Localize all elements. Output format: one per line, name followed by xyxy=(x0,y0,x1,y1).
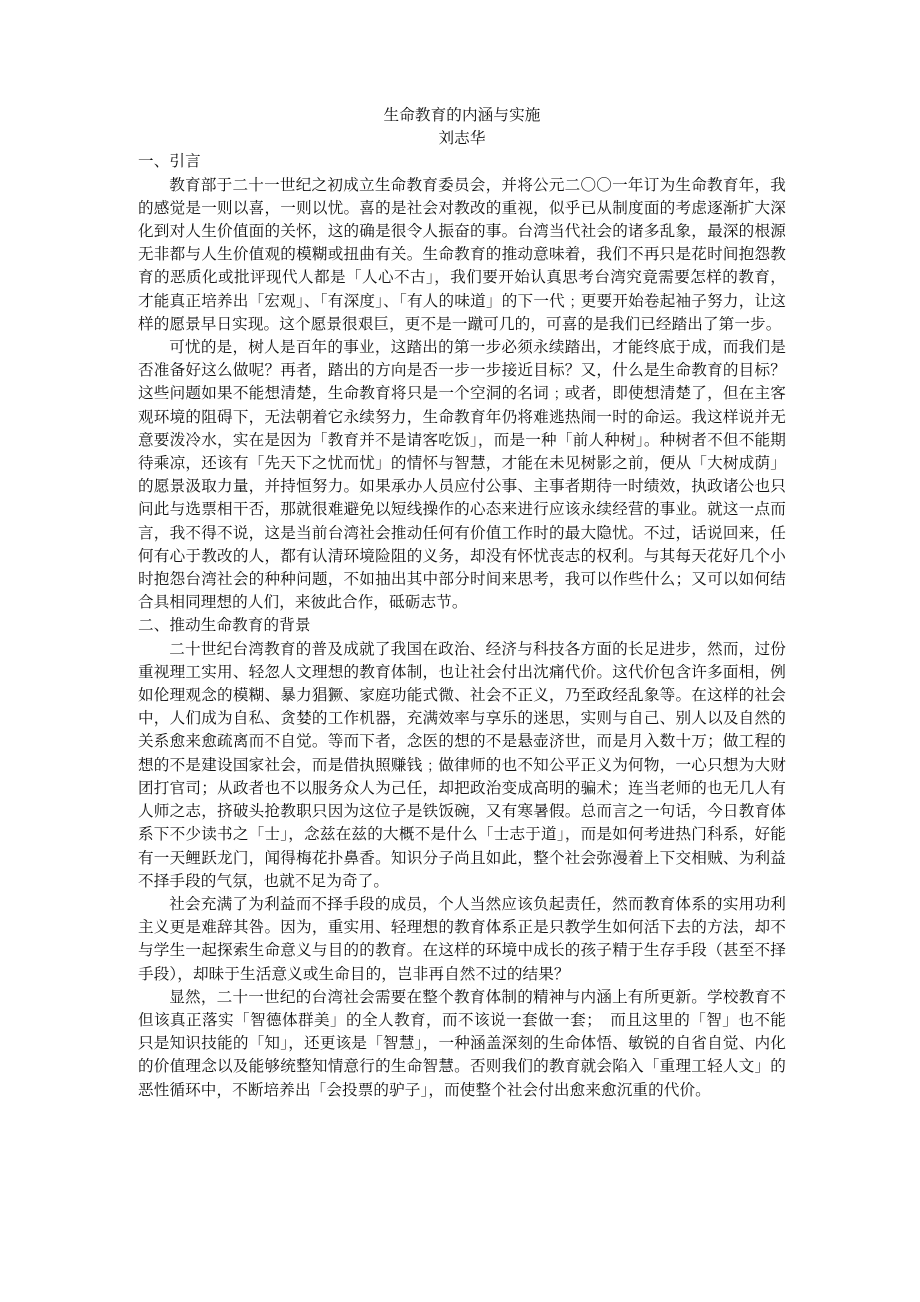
section-heading-introduction: 一、引言 xyxy=(138,152,201,171)
paragraph: 教育部于二十一世纪之初成立生命教育委员会，并将公元二〇〇一年订为生命教育年，我的感觉是一则以喜，一则以忧。喜的是社会对教改的重视，似乎已从制度面的考虑逐渐扩大深化到对人生价值面的关怀，这的确是很令人振奋的事。台湾当代社会的诸多乱象，最深的根源无非都与人生价值观的模糊或扭曲有关。生命教育的推动意味着，我们不再只是花时间抱怨教育的恶质化或批评现代人都是「人心不古」，我们要开始认真思考台湾究竟需要怎样的教育，才能真正培养出「宏观」、「有深度」、「有人的味道」的下一代﹔更要开始卷起袖子努力，让这样的愿景早日实现。这个愿景很艰巨，更不是一蹴可几的，可喜的是我们已经踏出了第一步。 xyxy=(138,175,786,333)
section-heading-background: 二、推动生命教育的背景 xyxy=(138,616,311,635)
document-author: 刘志华 xyxy=(438,129,486,148)
paragraph: 可忧的是，树人是百年的事业，这踏出的第一步必须永续踏出，才能终底于成，而我们是否准备好这么做呢？再者，踏出的方向是否一步一步接近目标？又，什么是生命教育的目标？这些问题如果不能想清楚，生命教育将只是一个空洞的名词﹔或者，即使想清楚了，但在主客观环境的阻碍下，无法朝着它永续努力，生命教育年仍将难逃热闹一时的命运。我这样说并无意要泼冷水，实在是因为「教育并不是请客吃饭」，而是一种「前人种树」。种树者不但不能期待乘凉，还该有「先天下之忧而忧」的情怀与智慧，才能在未见树影之前，便从「大树成荫」的愿景汲取力量，并持恒努力。如果承办人员应付公事、主事者期待一时绩效，执政诸公也只问此与选票相干否，那就很难避免以短线操作的心态来进行应该永续经营的事业。就这一点而言，我不得不说，这是当前台湾社会推动任何有价值工作时的最大隐忧。不过，话说回来，任何有心于教改的人，都有认清环境险阻的义务，却没有怀忧丧志的权利。与其每天花好几个小时抱怨台湾社会的种种问题，不如抽出其中部分时间来思考，我可以作些什么；又可以如何结合具相同理想的人们，来彼此合作，砥砺志节。 xyxy=(138,338,786,612)
document-page xyxy=(138,104,786,1102)
paragraph: 社会充满了为利益而不择手段的成员，个人当然应该负起责任，然而教育体系的实用功利主义更是难辞其咎。因为，重实用、轻理想的教育体系正是只教学生如何活下去的方法，却不与学生一起探索生命意义与目的的教育。在这样的环境中成长的孩子精于生存手段（甚至不择手段），却昧于生活意义或生命目的，岂非再自然不过的结果？ xyxy=(138,894,786,983)
paragraph: 二十世纪台湾教育的普及成就了我国在政治、经济与科技各方面的长足进步，然而，过份重视理工实用、轻忽人文理想的教育体制，也让社会付出沈痛代价。这代价包含许多面相，例如伦理观念的模糊、暴力猖獗、家庭功能式微、社会不正义，乃至政经乱象等。在这样的社会中，人们成为自私、贪婪的工作机器，充满效率与享乐的迷思，实则与自己、别人以及自然的关系愈来愈疏离而不自觉。等而下者，念医的想的不是悬壶济世，而是月入数十万；做工程的想的不是建设国家社会，而是借执照赚钱﹔做律师的也不知公平正义为何物，一心只想为大财团打官司；从政者也不以服务众人为己任，却把政治变成高明的骗术；连当老师的也无几人有人师之志，挤破头抢教职只因为这位子是铁饭碗，又有寒暑假。总而言之一句话，今日教育体系下不少读书之「士」，念兹在兹的大概不是什么「士志于道」，而是如何考进热门科系，好能有一天鲤跃龙门，闻得梅花扑鼻香。知识分子尚且如此，整个社会弥漫着上下交相贼、为利益不择手段的气氛，也就不足为奇了。 xyxy=(138,639,786,890)
document-title: 生命教育的内涵与实施 xyxy=(383,106,541,124)
paragraph: 显然，二十一世纪的台湾社会需要在整个教育体制的精神与内涵上有所更新。学校教育不但该真正落实「智德体群美」的全人教育，而不该说一套做一套； 而且这里的「智」也不能只是知识技能的「知」，还更该是「智慧」，一种涵盖深刻的生命体悟、敏锐的自省自觉、内化的价值理念以及能够统整知情意行的生命智慧。否则我们的教育就会陷入「重理工轻人文」的恶性循环中，不断培养出「会投票的驴子」，而使整个社会付出愈来愈沉重的代价。 xyxy=(138,987,786,1099)
